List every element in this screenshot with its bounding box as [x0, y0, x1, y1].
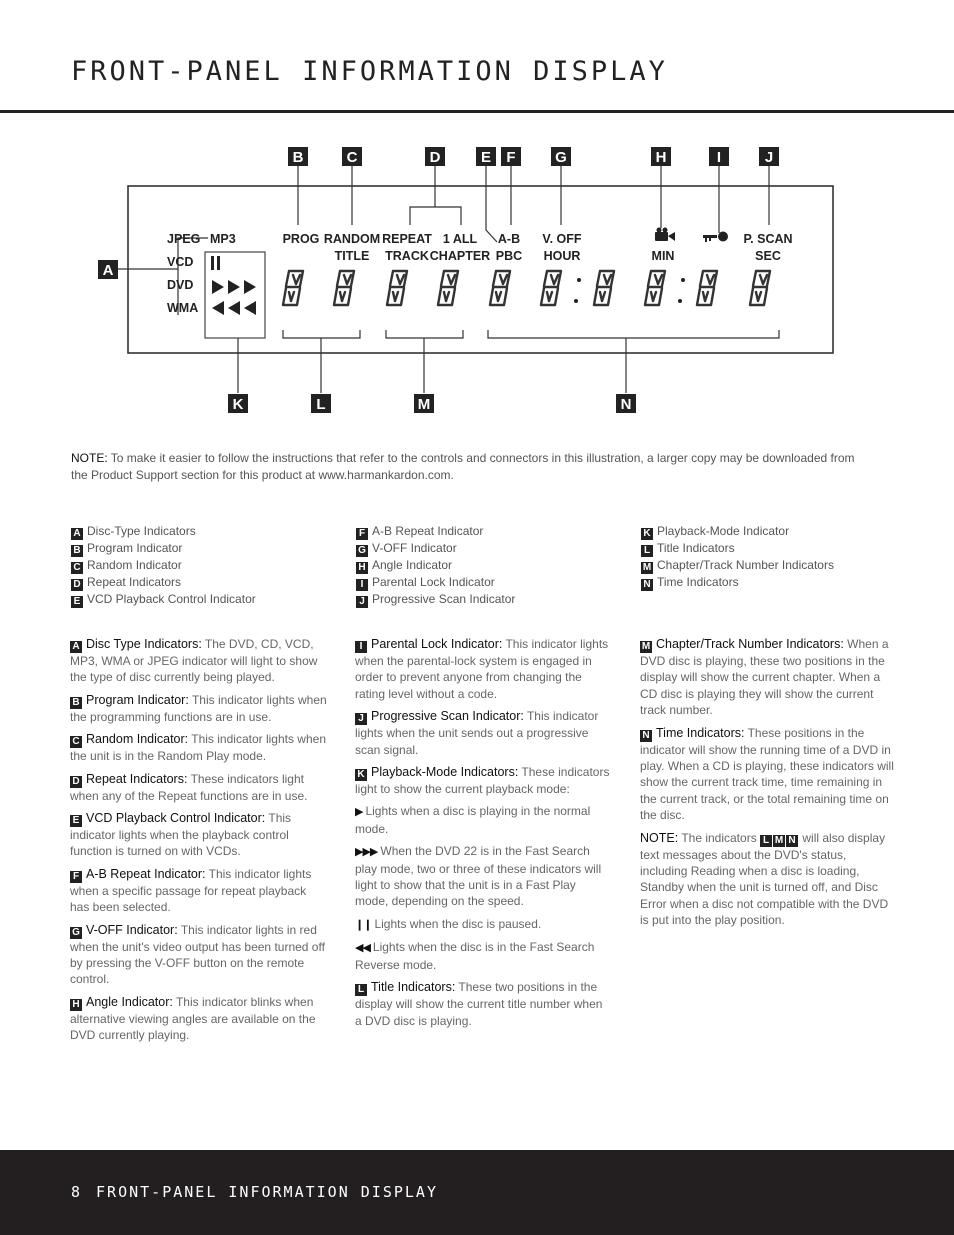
legend-item: I Parental Lock Indicator: [356, 574, 515, 591]
description-column-2: [355, 636, 611, 1035]
legend-badge: K: [641, 528, 653, 540]
time-colons: [574, 278, 685, 303]
description-h: H Angle Indicator: This indicator blinks when alternative viewing angles are available on the DVD currently playing.: [70, 994, 316, 1043]
callout-b: B: [292, 149, 304, 166]
description-j: J Progressive Scan Indicator: This indicator lights when the unit sends out a progressive scan signal.: [355, 709, 599, 757]
description-column-1: [70, 636, 328, 1050]
voff-label: V. OFF: [542, 232, 582, 246]
callout-badges-bottom: [228, 394, 636, 413]
description-f: F A-B Repeat Indicator: This indicator lights when a specific passage for repeat playback has been selected.: [70, 866, 312, 915]
callout-j: J: [764, 149, 774, 166]
front-panel-display-diagram: [0, 130, 954, 430]
legend-badge: A: [71, 528, 83, 540]
note-label: NOTE:: [71, 451, 108, 465]
description-g: G V-OFF Indicator: This indicator lights in red when the unit's video output has been turned off by pressing the V-OFF button on the remote control.: [70, 922, 325, 987]
description-d: D Repeat Indicators: These indicators light when any of the Repeat functions are in use.: [70, 771, 308, 803]
legend-item: E VCD Playback Control Indicator: [71, 591, 256, 608]
callout-n: N: [620, 396, 632, 413]
legend-badge: C: [71, 562, 83, 574]
legend-badge: D: [71, 579, 83, 591]
title-rule: [0, 110, 954, 113]
one-all-label: 1 ALL: [442, 232, 478, 246]
track-label: TRACK: [385, 249, 429, 263]
min-label: MIN: [651, 249, 675, 263]
legend-item: N Time Indicators: [641, 574, 834, 591]
legend-item: B Program Indicator: [71, 540, 256, 557]
pbc-label: PBC: [495, 249, 523, 263]
playback-mode-reverse: ◀◀ Lights when the disc is in the Fast Search Reverse mode.: [355, 940, 595, 972]
callout-i: I: [716, 149, 722, 166]
description-b: B Program Indicator: This indicator lights when the programming functions are in use.: [70, 692, 327, 724]
legend-item: G V-OFF Indicator: [356, 540, 515, 557]
legend-item: A Disc-Type Indicators: [71, 523, 256, 540]
callout-f: F: [506, 149, 516, 166]
download-note: [71, 450, 871, 483]
pause-icon: [211, 256, 220, 270]
leader-lines-top: [298, 166, 769, 242]
callout-letters-top: [293, 149, 774, 166]
legend-badge: E: [71, 596, 83, 608]
legend-item: F A-B Repeat Indicator: [356, 523, 515, 540]
fast-reverse-icon: [212, 301, 256, 315]
ab-label: A-B: [497, 232, 521, 246]
display-window: [128, 186, 833, 353]
callout-g: G: [555, 149, 567, 166]
fast-forward-icon: [212, 280, 256, 294]
footer-title: FRONT-PANEL INFORMATION DISPLAY: [96, 1183, 438, 1201]
dvd-label: DVD: [167, 278, 194, 292]
hour-label: HOUR: [543, 249, 581, 263]
wma-label: WMA: [167, 301, 199, 315]
description-l: L Title Indicators: These two positions in the display will show the current title number when a DVD disc is playing.: [355, 980, 603, 1028]
legend-item: K Playback-Mode Indicator: [641, 523, 834, 540]
legend-column-1: [71, 523, 256, 608]
playback-mode-fast-play: ▶▶▶ When the DVD 22 is in the Fast Search play mode, two or three of these indicators will light to show that the unit is in a Fast Play mode, depending on the speed.: [355, 844, 602, 909]
note-text: To make it easier to follow the instructions that refer to the controls and connectors in this illustration, a larger copy may be downloaded from the Product Support section for this product at www.harmankardon.com.: [71, 451, 855, 482]
legend-item: D Repeat Indicators: [71, 574, 256, 591]
legend-badge: H: [356, 562, 368, 574]
description-e: E VCD Playback Control Indicator: This indicator lights when the playback control function is turned on with VCDs.: [70, 811, 292, 859]
description-n: N Time Indicators: These positions in the indicator will show the running time of a DVD in play. When a CD is playing, these indicators will show the current track time, time remaining in the current track, or the total remaining time on the disc.: [640, 725, 894, 823]
page-number: 8: [71, 1183, 83, 1201]
prog-label: PROG: [282, 232, 320, 246]
description-k: K Playback-Mode Indicators: These indicators light to show the current playback mode:: [355, 765, 610, 797]
random-label: RANDOM: [323, 232, 381, 246]
description-m: M Chapter/Track Number Indicators: When a DVD disc is playing, these two positions in the display will show the current chapter. When a CD disc is playing they will show the current track number.: [640, 637, 889, 718]
playback-mode-pause: ❙❙ Lights when the disc is paused.: [355, 916, 542, 931]
callout-m: M: [417, 396, 431, 413]
legend-badge: I: [356, 579, 368, 591]
callout-badges-top: [288, 147, 779, 166]
legend-badge: L: [641, 545, 653, 557]
legend-badge: N: [641, 579, 653, 591]
callout-e: E: [480, 149, 492, 166]
chapter-label: CHAPTER: [429, 249, 491, 263]
leader-lines-bottom: [238, 330, 779, 393]
status-text-note: NOTE: The indicators L M N will also display text messages about the DVD's status, including Reading when a disc is loading, Standby when the unit is turned off, and Disc Error when a disc not compatible with the DVD is put into the play position.: [640, 830, 889, 928]
jpeg-label: JPEG: [167, 232, 201, 246]
description-c: C Random Indicator: This indicator lights when the unit is in the Random Play mode.: [70, 732, 326, 764]
legend-column-3: [641, 523, 834, 591]
title-label: TITLE: [334, 249, 370, 263]
sec-label: SEC: [755, 249, 781, 263]
description-column-3: [640, 636, 894, 935]
legend-item: H Angle Indicator: [356, 557, 515, 574]
page-footer: [0, 1150, 954, 1235]
legend-badge: M: [642, 562, 652, 573]
legend-badge: J: [356, 596, 368, 608]
camera-icon: [655, 228, 675, 242]
callout-d: D: [429, 149, 441, 166]
legend-badge: G: [356, 545, 368, 557]
legend-column-2: [356, 523, 515, 608]
callout-h: H: [655, 149, 667, 166]
pscan-label: P. SCAN: [743, 232, 793, 246]
legend-badge: B: [71, 545, 83, 557]
pause-icon: ❙❙: [355, 918, 372, 931]
legend-item: M Chapter/Track Number Indicators: [642, 558, 834, 573]
callout-c: C: [346, 149, 358, 166]
callout-a: A: [102, 262, 114, 279]
legend-item: L Title Indicators: [641, 540, 834, 557]
disc-type-labels: [167, 232, 236, 315]
repeat-label: REPEAT: [382, 232, 432, 246]
legend-item: J Progressive Scan Indicator: [356, 591, 515, 608]
key-icon: [703, 232, 728, 243]
play-icon: ▶: [355, 806, 363, 819]
legend-badge: F: [356, 528, 368, 540]
callout-l: L: [316, 396, 326, 413]
vcd-label: VCD: [167, 255, 194, 269]
description-i: I Parental Lock Indicator: This indicator lights when the parental-lock system is engaged in order to prevent anyone from changing the rating level without a code.: [355, 637, 609, 701]
page-title: FRONT-PANEL INFORMATION DISPLAY: [71, 56, 668, 87]
description-a: A Disc Type Indicators: The DVD, CD, VCD, MP3, WMA or JPEG indicator will light to show the type of disc currently being played.: [70, 637, 318, 685]
mp3-label: MP3: [210, 232, 236, 246]
fast-forward-icon: ▶▶▶: [355, 846, 378, 859]
legend-item: C Random Indicator: [71, 557, 256, 574]
segment-digits: [283, 271, 770, 305]
fast-reverse-icon: ◀◀: [355, 942, 370, 955]
callout-k: K: [232, 396, 244, 413]
playback-mode-play: ▶ Lights when a disc is playing in the normal mode.: [355, 804, 591, 836]
